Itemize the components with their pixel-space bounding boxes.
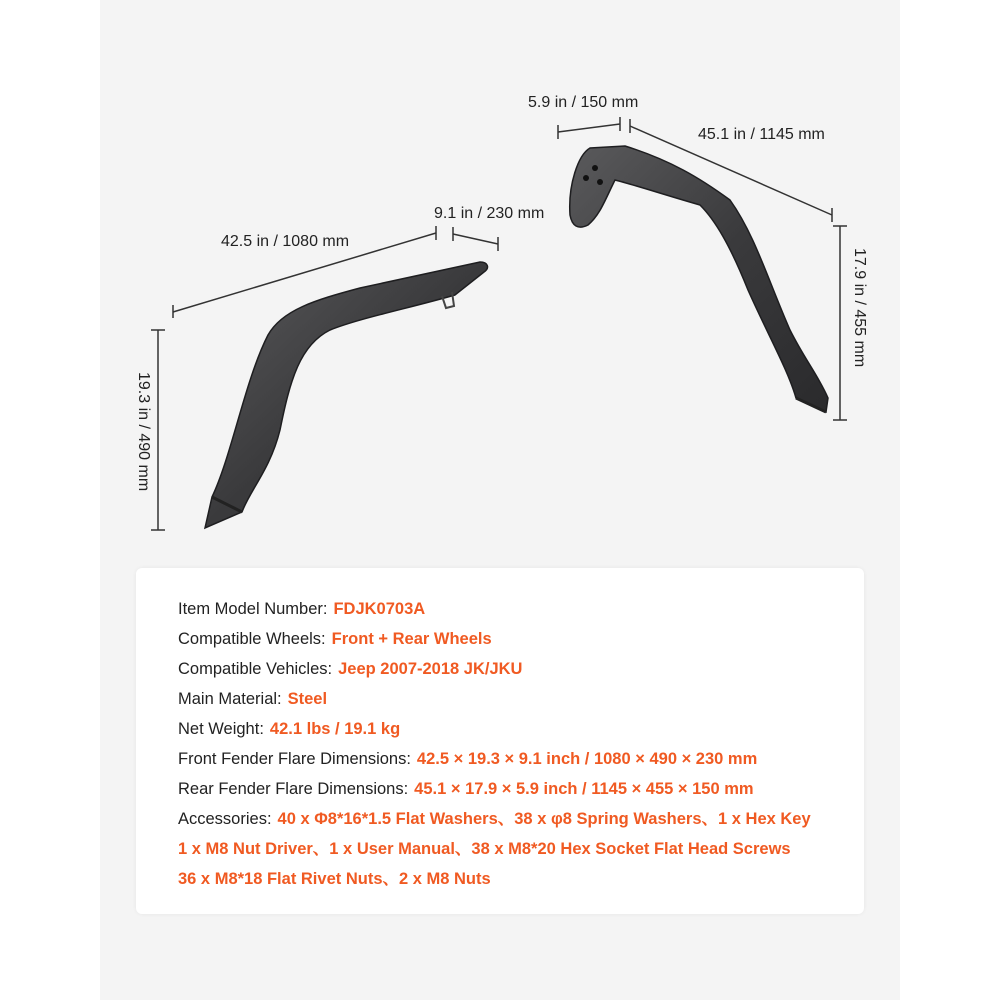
front-height-label: 19.3 in / 490 mm	[135, 372, 152, 492]
spec-label: Net Weight:	[178, 720, 264, 738]
spec-row-model	[178, 594, 844, 624]
spec-label: Accessories:	[178, 810, 272, 828]
spec-row-wheels	[178, 624, 844, 654]
spec-value: Steel	[287, 690, 328, 708]
spec-value: 42.1 lbs / 19.1 kg	[269, 720, 401, 738]
spec-row-accessories	[178, 804, 844, 834]
spec-value: 40 x Φ8*16*1.5 Flat Washers、38 x φ8 Spring Washers、1 x Hex Key	[277, 810, 811, 828]
spec-value: 1 x M8 Nut Driver、1 x User Manual、38 x M8*20 Hex Socket Flat Head Screws	[178, 840, 791, 858]
spec-list	[178, 594, 844, 894]
rear-width-label: 5.9 in / 150 mm	[528, 94, 639, 111]
front-length-label: 42.5 in / 1080 mm	[221, 233, 350, 250]
spec-card	[136, 568, 864, 914]
spec-row-accessories-cont	[178, 834, 844, 864]
rear-length-label: 45.1 in / 1145 mm	[698, 126, 825, 143]
spec-value: Jeep 2007-2018 JK/JKU	[338, 660, 523, 678]
spec-row-rear-dimensions	[178, 774, 844, 804]
spec-value: FDJK0703A	[333, 600, 426, 618]
spec-label: Rear Fender Flare Dimensions:	[178, 780, 409, 798]
spec-row-vehicles	[178, 654, 844, 684]
spec-label: Front Fender Flare Dimensions:	[178, 750, 411, 768]
rear-height-label: 17.9 in / 455 mm	[851, 248, 868, 368]
rear-fender-flare	[570, 146, 828, 412]
spec-row-front-dimensions	[178, 744, 844, 774]
spec-label: Main Material:	[178, 690, 282, 708]
spec-value: 45.1 × 17.9 × 5.9 inch / 1145 × 455 × 150 mm	[414, 780, 754, 798]
front-width-label: 9.1 in / 230 mm	[434, 205, 545, 222]
spec-row-weight	[178, 714, 844, 744]
spec-row-material	[178, 684, 844, 714]
spec-label: Item Model Number:	[178, 600, 328, 618]
spec-row-accessories-cont	[178, 864, 844, 894]
spec-label: Compatible Vehicles:	[178, 660, 333, 678]
front-fender-flare	[205, 262, 487, 528]
spec-value: 36 x M8*18 Flat Rivet Nuts、2 x M8 Nuts	[178, 870, 491, 888]
spec-value: Front + Rear Wheels	[331, 630, 492, 648]
spec-value: 42.5 × 19.3 × 9.1 inch / 1080 × 490 × 230 mm	[416, 750, 758, 768]
spec-label: Compatible Wheels:	[178, 630, 326, 648]
